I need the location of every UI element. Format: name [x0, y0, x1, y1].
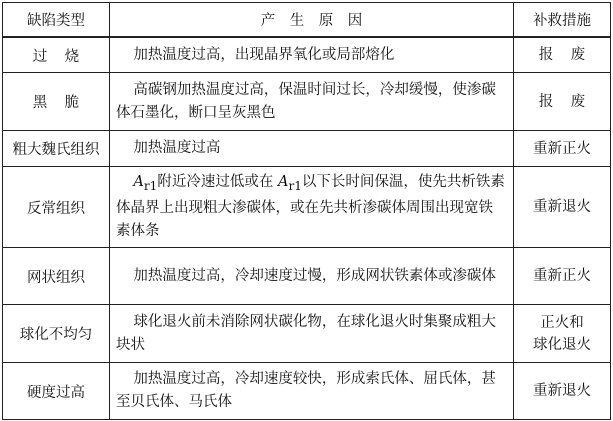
remedy-cell: 重新退火: [514, 167, 611, 248]
cause-text: 加热温度过高，出现晶界氧化或局部熔化: [133, 46, 395, 63]
table-row: [3, 131, 611, 167]
table-row: [3, 37, 611, 73]
defect-type-cell: [3, 37, 110, 73]
cause-text: 球化退火前未消除网状碳化物，在球化退火时集聚成粗大块状: [116, 313, 496, 353]
remedy-text: 报废: [538, 93, 603, 110]
cause-cell: [110, 131, 514, 167]
cause-text: 加热温度过高，冷却速度过慢，形成网状铁素体或渗碳体: [133, 267, 496, 284]
cause-text: 高碳钢加热温度过高，保温时间过长，冷却缓慢，使渗碳体石墨化，断口呈灰黑色: [116, 81, 496, 121]
cause-cell: [110, 305, 514, 363]
cause-text: 加热温度过高: [133, 140, 221, 156]
defect-type-text: 过烧: [32, 48, 97, 65]
defect-table: [2, 2, 611, 420]
table-row: [3, 363, 611, 420]
remedy-cell: [514, 305, 611, 363]
table-row: [3, 73, 611, 131]
defect-type-cell: 硬度过高: [3, 363, 110, 420]
cause-text: 以下长时间保温，使先共析铁素体晶界上出现粗大渗碳体，或在先共析渗碳体周围出现宽铁素体条: [116, 173, 505, 240]
temperature-symbol: A: [133, 173, 144, 190]
defect-type-cell: 网状组织: [3, 248, 110, 305]
defect-type-cell: 粗大魏氏组织: [3, 131, 110, 167]
remedy-text-line1: 正火和: [540, 314, 584, 331]
temperature-subscript: r1: [288, 178, 302, 193]
header-defect-type: 缺陷类型: [3, 3, 110, 38]
defect-type-cell: 反常组织: [3, 167, 110, 248]
remedy-cell: [514, 37, 611, 73]
remedy-text-line2: 球化退火: [533, 336, 591, 353]
header-row: [3, 3, 611, 38]
temperature-subscript: r1: [143, 178, 158, 193]
cause-text: 附近冷速过低或在: [157, 173, 278, 190]
cause-text: 加热温度过高，冷却速度较快，形成索氏体、屈氏体，甚至贝氏体、马氏体: [116, 371, 496, 410]
defect-type-text: 黑脆: [32, 95, 97, 111]
header-cause-text: 产生原因: [260, 13, 377, 29]
remedy-cell: 重新正火: [514, 131, 611, 167]
header-remedy: 补救措施: [514, 3, 611, 38]
table-row: [3, 305, 611, 363]
header-cause: [110, 3, 514, 38]
table-row: [3, 167, 611, 248]
cause-cell: [110, 363, 514, 420]
cause-cell: [110, 73, 514, 131]
remedy-text: 报废: [538, 47, 603, 63]
defect-type-cell: 球化不均匀: [3, 305, 110, 363]
table-row: [3, 248, 611, 305]
cause-cell: [110, 167, 514, 248]
cause-cell: [110, 248, 514, 305]
defect-type-cell: [3, 73, 110, 131]
remedy-cell: [514, 73, 611, 131]
remedy-cell: 重新正火: [514, 248, 611, 305]
remedy-cell: 重新退火: [514, 363, 611, 420]
temperature-symbol: A: [277, 173, 289, 190]
cause-cell: [110, 37, 514, 73]
